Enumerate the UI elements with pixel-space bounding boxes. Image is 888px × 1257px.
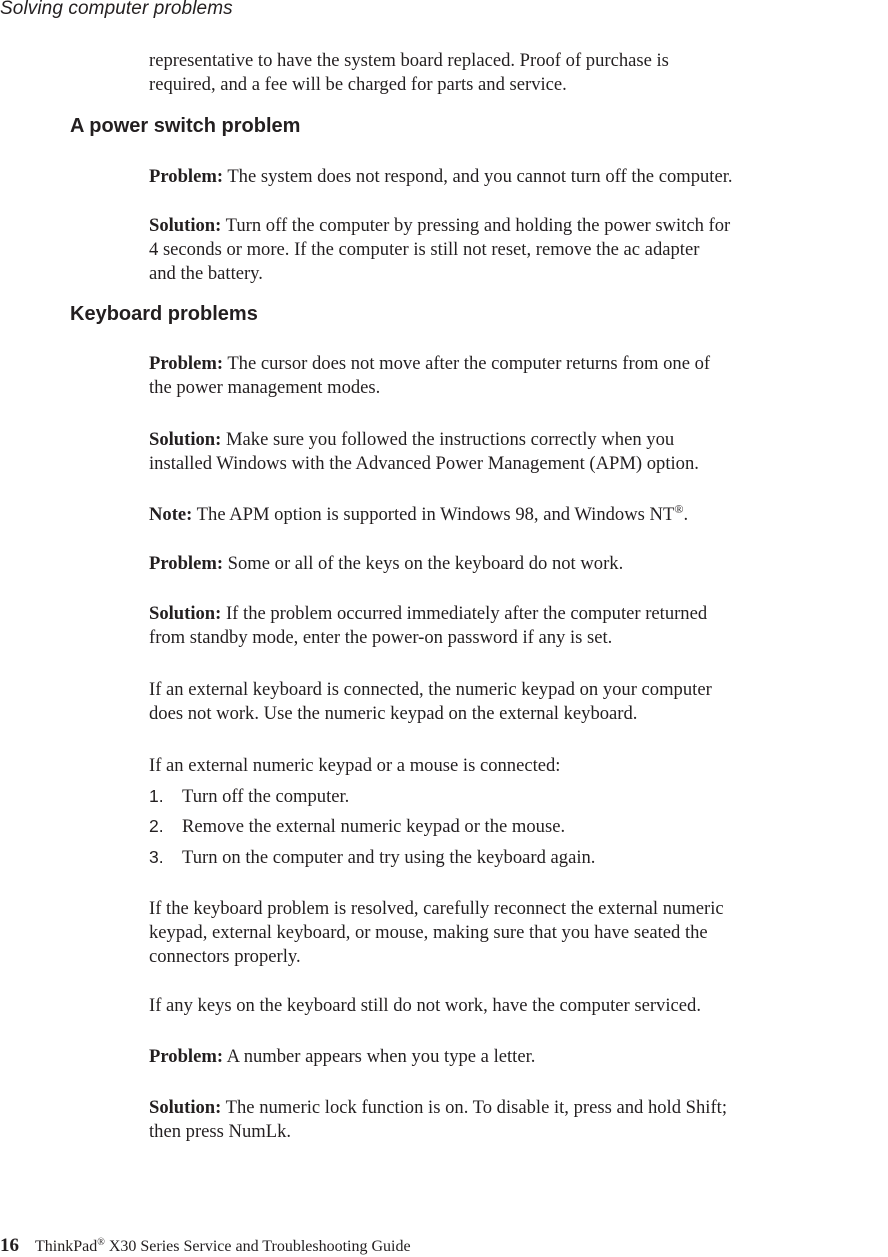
intro-line: representative to have the system board replaced. Proof of purchase is	[149, 50, 669, 71]
list-item	[149, 845, 595, 870]
problem-label: Problem:	[149, 353, 224, 374]
note-end: .	[683, 504, 689, 525]
intro-paragraph	[149, 49, 888, 97]
problem-text: A number appears when you type a letter.	[223, 1046, 536, 1067]
list-item	[149, 784, 349, 809]
solution-text: The numeric lock function is on. To disable it, press and hold Shift;	[221, 1097, 727, 1118]
page-footer	[0, 1236, 411, 1257]
registered-mark: ®	[97, 1237, 105, 1248]
serviced-paragraph: If any keys on the keyboard still do not work, have the computer serviced.	[149, 995, 701, 1016]
page-number: 16	[0, 1235, 19, 1256]
problem-text: the power management modes.	[149, 377, 381, 398]
problem-text: The cursor does not move after the computer returns from one of	[223, 353, 711, 374]
solution-label: Solution:	[149, 603, 222, 624]
list-item-number: 3.	[149, 847, 164, 867]
keyboard-solution-3	[149, 1096, 888, 1144]
power-problem	[149, 165, 888, 189]
paragraph-line: If an external keyboard is connected, the numeric keypad on your computer	[149, 679, 712, 700]
solution-text: Make sure you followed the instructions correctly when you	[221, 429, 675, 450]
solution-text: then press NumLk.	[149, 1121, 292, 1142]
external-numeric-intro: If an external numeric keypad or a mouse is connected:	[149, 755, 561, 776]
problem-label: Problem:	[149, 1046, 224, 1067]
registered-mark: ®	[674, 502, 684, 516]
list-item-text: Turn off the computer.	[182, 786, 350, 807]
keyboard-problem-3	[149, 1045, 888, 1069]
list-item-text: Remove the external numeric keypad or the mouse.	[182, 816, 566, 837]
note-text: The APM option is supported in Windows 98, and Windows NT	[192, 504, 675, 525]
list-item-text: Turn on the computer and try using the keyboard again.	[182, 847, 596, 868]
book-title-suffix: X30 Series Service and Troubleshooting Guide	[104, 1238, 411, 1255]
solution-text: from standby mode, enter the power-on password if any is set.	[149, 627, 613, 648]
intro-line: required, and a fee will be charged for parts and service.	[149, 74, 567, 95]
paragraph-line: If the keyboard problem is resolved, carefully reconnect the external numeric	[149, 898, 724, 919]
paragraph-line: connectors properly.	[149, 946, 301, 967]
solution-label: Solution:	[149, 429, 222, 450]
solution-text: Turn off the computer by pressing and holding the power switch for	[221, 215, 731, 236]
problem-label: Problem:	[149, 553, 224, 574]
paragraph-line: keypad, external keyboard, or mouse, making sure that you have seated the	[149, 922, 708, 943]
solution-text: and the battery.	[149, 263, 263, 284]
solution-text: installed Windows with the Advanced Power Management (APM) option.	[149, 453, 699, 474]
solution-text: If the problem occurred immediately after the computer returned	[221, 603, 708, 624]
problem-text: The system does not respond, and you cannot turn off the computer.	[223, 166, 733, 187]
problem-label: Problem:	[149, 166, 224, 187]
note-label: Note:	[149, 504, 193, 525]
solution-label: Solution:	[149, 215, 222, 236]
keyboard-solution-2	[149, 602, 888, 650]
section-heading-keyboard: Keyboard problems	[70, 303, 258, 325]
resolved-paragraph	[149, 897, 888, 969]
solution-label: Solution:	[149, 1097, 222, 1118]
section-heading-power-switch: A power switch problem	[70, 115, 301, 137]
running-head-title: Solving computer problems	[0, 0, 233, 19]
keyboard-problem-2	[149, 552, 888, 576]
list-item	[149, 814, 565, 839]
power-solution	[149, 214, 888, 286]
keyboard-solution-1	[149, 428, 888, 476]
keyboard-problem-1	[149, 352, 888, 400]
paragraph-line: does not work. Use the numeric keypad on the external keyboard.	[149, 703, 638, 724]
list-item-number: 1.	[149, 786, 164, 806]
problem-text: Some or all of the keys on the keyboard do not work.	[223, 553, 624, 574]
list-item-number: 2.	[149, 816, 164, 836]
book-title: ThinkPad	[35, 1238, 98, 1255]
apm-note	[149, 503, 888, 527]
solution-text: 4 seconds or more. If the computer is still not reset, remove the ac adapter	[149, 239, 700, 260]
external-keyboard-paragraph	[149, 678, 888, 726]
